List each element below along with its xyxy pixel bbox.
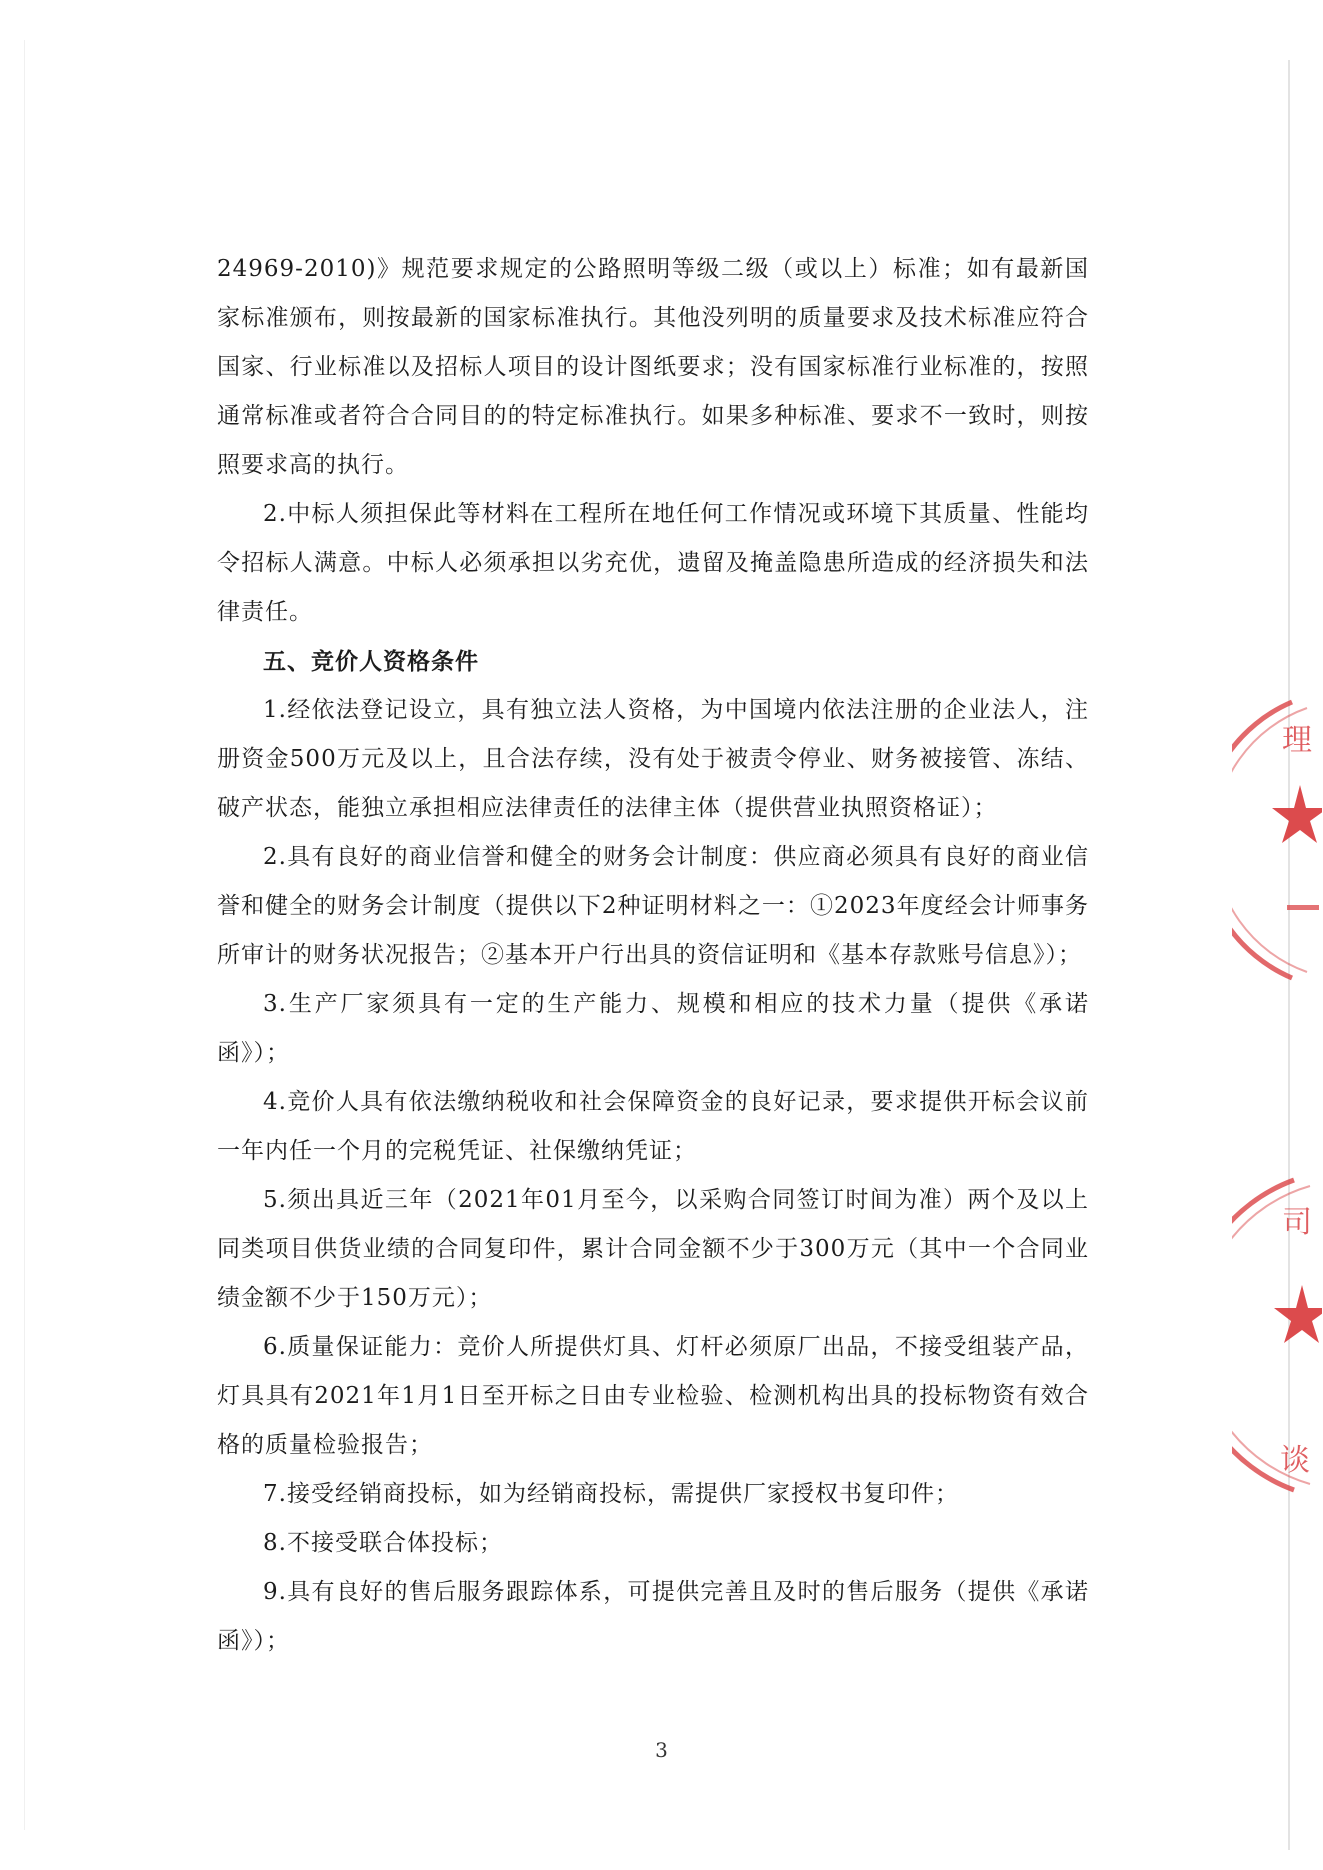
svg-text:司: 司	[1282, 1205, 1312, 1240]
section-heading-bidder-qualifications: 五、竞价人资格条件	[263, 648, 479, 675]
svg-text:谈: 谈	[1280, 1443, 1310, 1478]
paragraph-material-guarantee: 2.中标人须担保此等材料在工程所在地任何工作情况或环境下其质量、性能均令招标人满意。中标人必须承担以劣充优，遗留及掩盖隐患所造成的经济损失和法律责任。	[217, 501, 1089, 625]
seal-upper-graphic	[1232, 690, 1322, 990]
qualification-item-1: 1.经依法登记设立，具有独立法人资格，为中国境内依法注册的企业法人，注册资金500万元及以上，且合法存续，没有处于被责令停业、财务被接管、冻结、破产状态，能独立承担相应法律责任的法律主体（提供营业执照资格证）；	[217, 697, 1089, 821]
qualification-item-6: 6.质量保证能力：竞价人所提供灯具、灯杆必须原厂出品，不接受组装产品，灯具具有2021年1月1日至开标之日由专业检验、检测机构出具的投标物资有效合格的质量检验报告；	[217, 1334, 1089, 1458]
qualification-item-3: 3.生产厂家须具有一定的生产能力、规模和相应的技术力量（提供《承诺函》）；	[217, 991, 1089, 1066]
red-seal-fragment-lower	[1232, 1170, 1322, 1500]
scan-left-edge	[24, 40, 25, 1830]
red-seal-fragment-upper	[1232, 690, 1322, 990]
document-body	[217, 245, 1089, 1666]
qualification-item-9: 9.具有良好的售后服务跟踪体系，可提供完善且及时的售后服务（提供《承诺函》）；	[217, 1579, 1089, 1654]
seal-lower-graphic	[1232, 1170, 1322, 1500]
qualification-item-2: 2.具有良好的商业信誉和健全的财务会计制度：供应商必须具有良好的商业信誉和健全的财务会计制度（提供以下2种证明材料之一：①2023年度经会计师事务所审计的财务状况报告；②基本开户行出具的资信证明和《基本存款账号信息》）；	[217, 844, 1089, 968]
paragraph-standards-continuation: 24969-2010)》规范要求规定的公路照明等级二级（或以上）标准；如有最新国家标准颁布，则按最新的国家标准执行。其他没列明的质量要求及技术标准应符合国家、行业标准以及招标人项目的设计图纸要求；没有国家标准行业标准的，按照通常标准或者符合合同目的的特定标准执行。如果多种标准、要求不一致时，则按照要求高的执行。	[217, 256, 1089, 478]
qualification-item-5: 5.须出具近三年（2021年01月至今，以采购合同签订时间为准）两个及以上同类项目供货业绩的合同复印件，累计合同金额不少于300万元（其中一个合同业绩金额不少于150万元）；	[217, 1187, 1089, 1311]
page-number: 3	[655, 1738, 668, 1762]
qualification-item-8: 8.不接受联合体投标；	[263, 1530, 503, 1556]
qualification-item-7: 7.接受经销商投标，如为经销商投标，需提供厂家授权书复印件；	[263, 1481, 959, 1507]
qualification-item-4: 4.竞价人具有依法缴纳税收和社会保障资金的良好记录，要求提供开标会议前一年内任一个月的完税凭证、社保缴纳凭证；	[217, 1089, 1089, 1164]
svg-text:理: 理	[1282, 723, 1312, 758]
